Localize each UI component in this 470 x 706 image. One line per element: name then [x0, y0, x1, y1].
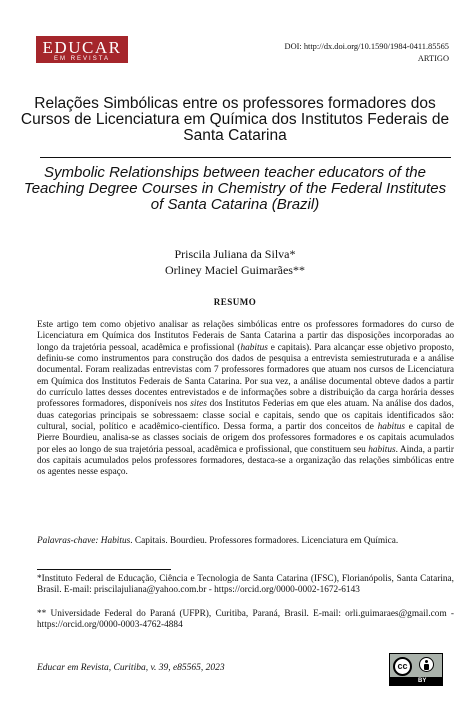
author-name: Priscila Juliana da Silva*: [174, 247, 296, 261]
title-divider: [40, 157, 451, 158]
abstract-segment: e capital de Pierre Bourdieu, analisa-se as classes sociais de origem dos professores formadores e os capitais acumulados por eles ao longo de sua trajetória pessoal, acadêmica e profissional, que constituem seu: [37, 422, 455, 455]
abstract-segment: . Ainda, a partir dos capitais acumulados pelos professores formadores, destaca-se a organização das relações simbólicas entre os agentes nesse espaço.: [37, 444, 454, 478]
title-portuguese: Relações Simbólicas entre os professores formadores dos Cursos de Licenciatura em Química dos Institutos Federais de Santa Catarina: [20, 95, 450, 144]
logo-sub-text: EM REVISTA: [54, 56, 110, 62]
license-bar: [390, 677, 442, 685]
footnote-author-1: *Instituto Federal de Educação, Ciência e Tecnologia de Santa Catarina (IFSC), Florianópolis, Santa Catarina, Brasil. E-mail: priscilajuliana@yahoo.com.br - https://orcid.org/0000-0002-1672-6143: [37, 574, 454, 596]
author-name: Orliney Maciel Guimarães**: [165, 262, 305, 277]
keywords-label: Palavras-chave:: [37, 536, 99, 546]
abstract-italic-term: sites: [190, 399, 207, 410]
journal-citation: Educar em Revista, Curitiba, v. 39, e85565, 2023: [37, 663, 225, 673]
abstract-segment: dos Institutos Federias em que eles atuam. Na análise dos dados, duas categorias principais se sobressaem: classe social e capitais, sendo que os capitais identificados são: cultural, social, político e acadêmico-científico. Dessa forma, a partir dos conceitos de: [37, 399, 454, 433]
keywords-line: [37, 536, 454, 547]
by-label: BY: [418, 678, 427, 684]
journal-logo: [36, 36, 128, 63]
cc-by-license-badge[interactable]: [389, 653, 443, 686]
abstract-segment: e capitais). Para alcançar esse objetivo proposto, definiu-se como instrumentos para construção dos dados de pesquisa a entrevista semiestruturada e a análise documental. Foram realizadas entrevistas com 7 professores formadores que atuam nos cursos de Licenciatura em Química dos Institutos Federais de Santa Catarina. Por sua vez, a análise documental obteve dados a partir do currículo lattes desses docentes entrevistados e de informações sobre a distribuição da carga horária desses professores formadores, disponíveis nos: [37, 342, 454, 410]
attribution-person-icon: [419, 657, 434, 672]
person-head-shape: [425, 660, 428, 663]
abstract-italic-term: habitus: [240, 342, 268, 353]
cc-icon: cc: [393, 657, 412, 676]
abstract-text: [37, 320, 454, 479]
author-list: [0, 247, 470, 278]
abstract-heading: RESUMO: [213, 297, 257, 307]
logo-main-text: EDUCAR: [42, 38, 122, 57]
doi-link[interactable]: DOI: http://dx.doi.org/10.1590/1984-0411.85565: [284, 42, 449, 51]
article-type-label: ARTIGO: [417, 54, 449, 63]
footnote-author-2: ** Universidade Federal do Paraná (UFPR), Curitiba, Paraná, Brasil. E-mail: orli.guimaraes@gmail.com - https://orcid.org/0000-0003-4762-4884: [37, 609, 454, 631]
abstract-italic-term: habitus: [377, 422, 405, 433]
abstract-segment: Este artigo tem como objetivo analisar as relações simbólicas entre os professores formadores do curso de Licenciatura em Química dos Institutos Federais de Santa Catarina a partir das disposições incorporadas ao longo da trajetória pessoal, acadêmica e profissional (: [37, 320, 454, 353]
title-english: Symbolic Relationships between teacher educators of the Teaching Degree Courses in Chemistry of the Federal Institutes of Santa Catarina (Brazil): [23, 164, 447, 213]
footnote-divider: [37, 569, 171, 570]
person-body-shape: [424, 664, 429, 670]
abstract-italic-term: habitus: [368, 444, 396, 455]
keyword-habitus: Habitus: [100, 536, 131, 546]
keywords-rest: . Capitais. Bourdieu. Professores formadores. Licenciatura em Química.: [130, 536, 399, 546]
